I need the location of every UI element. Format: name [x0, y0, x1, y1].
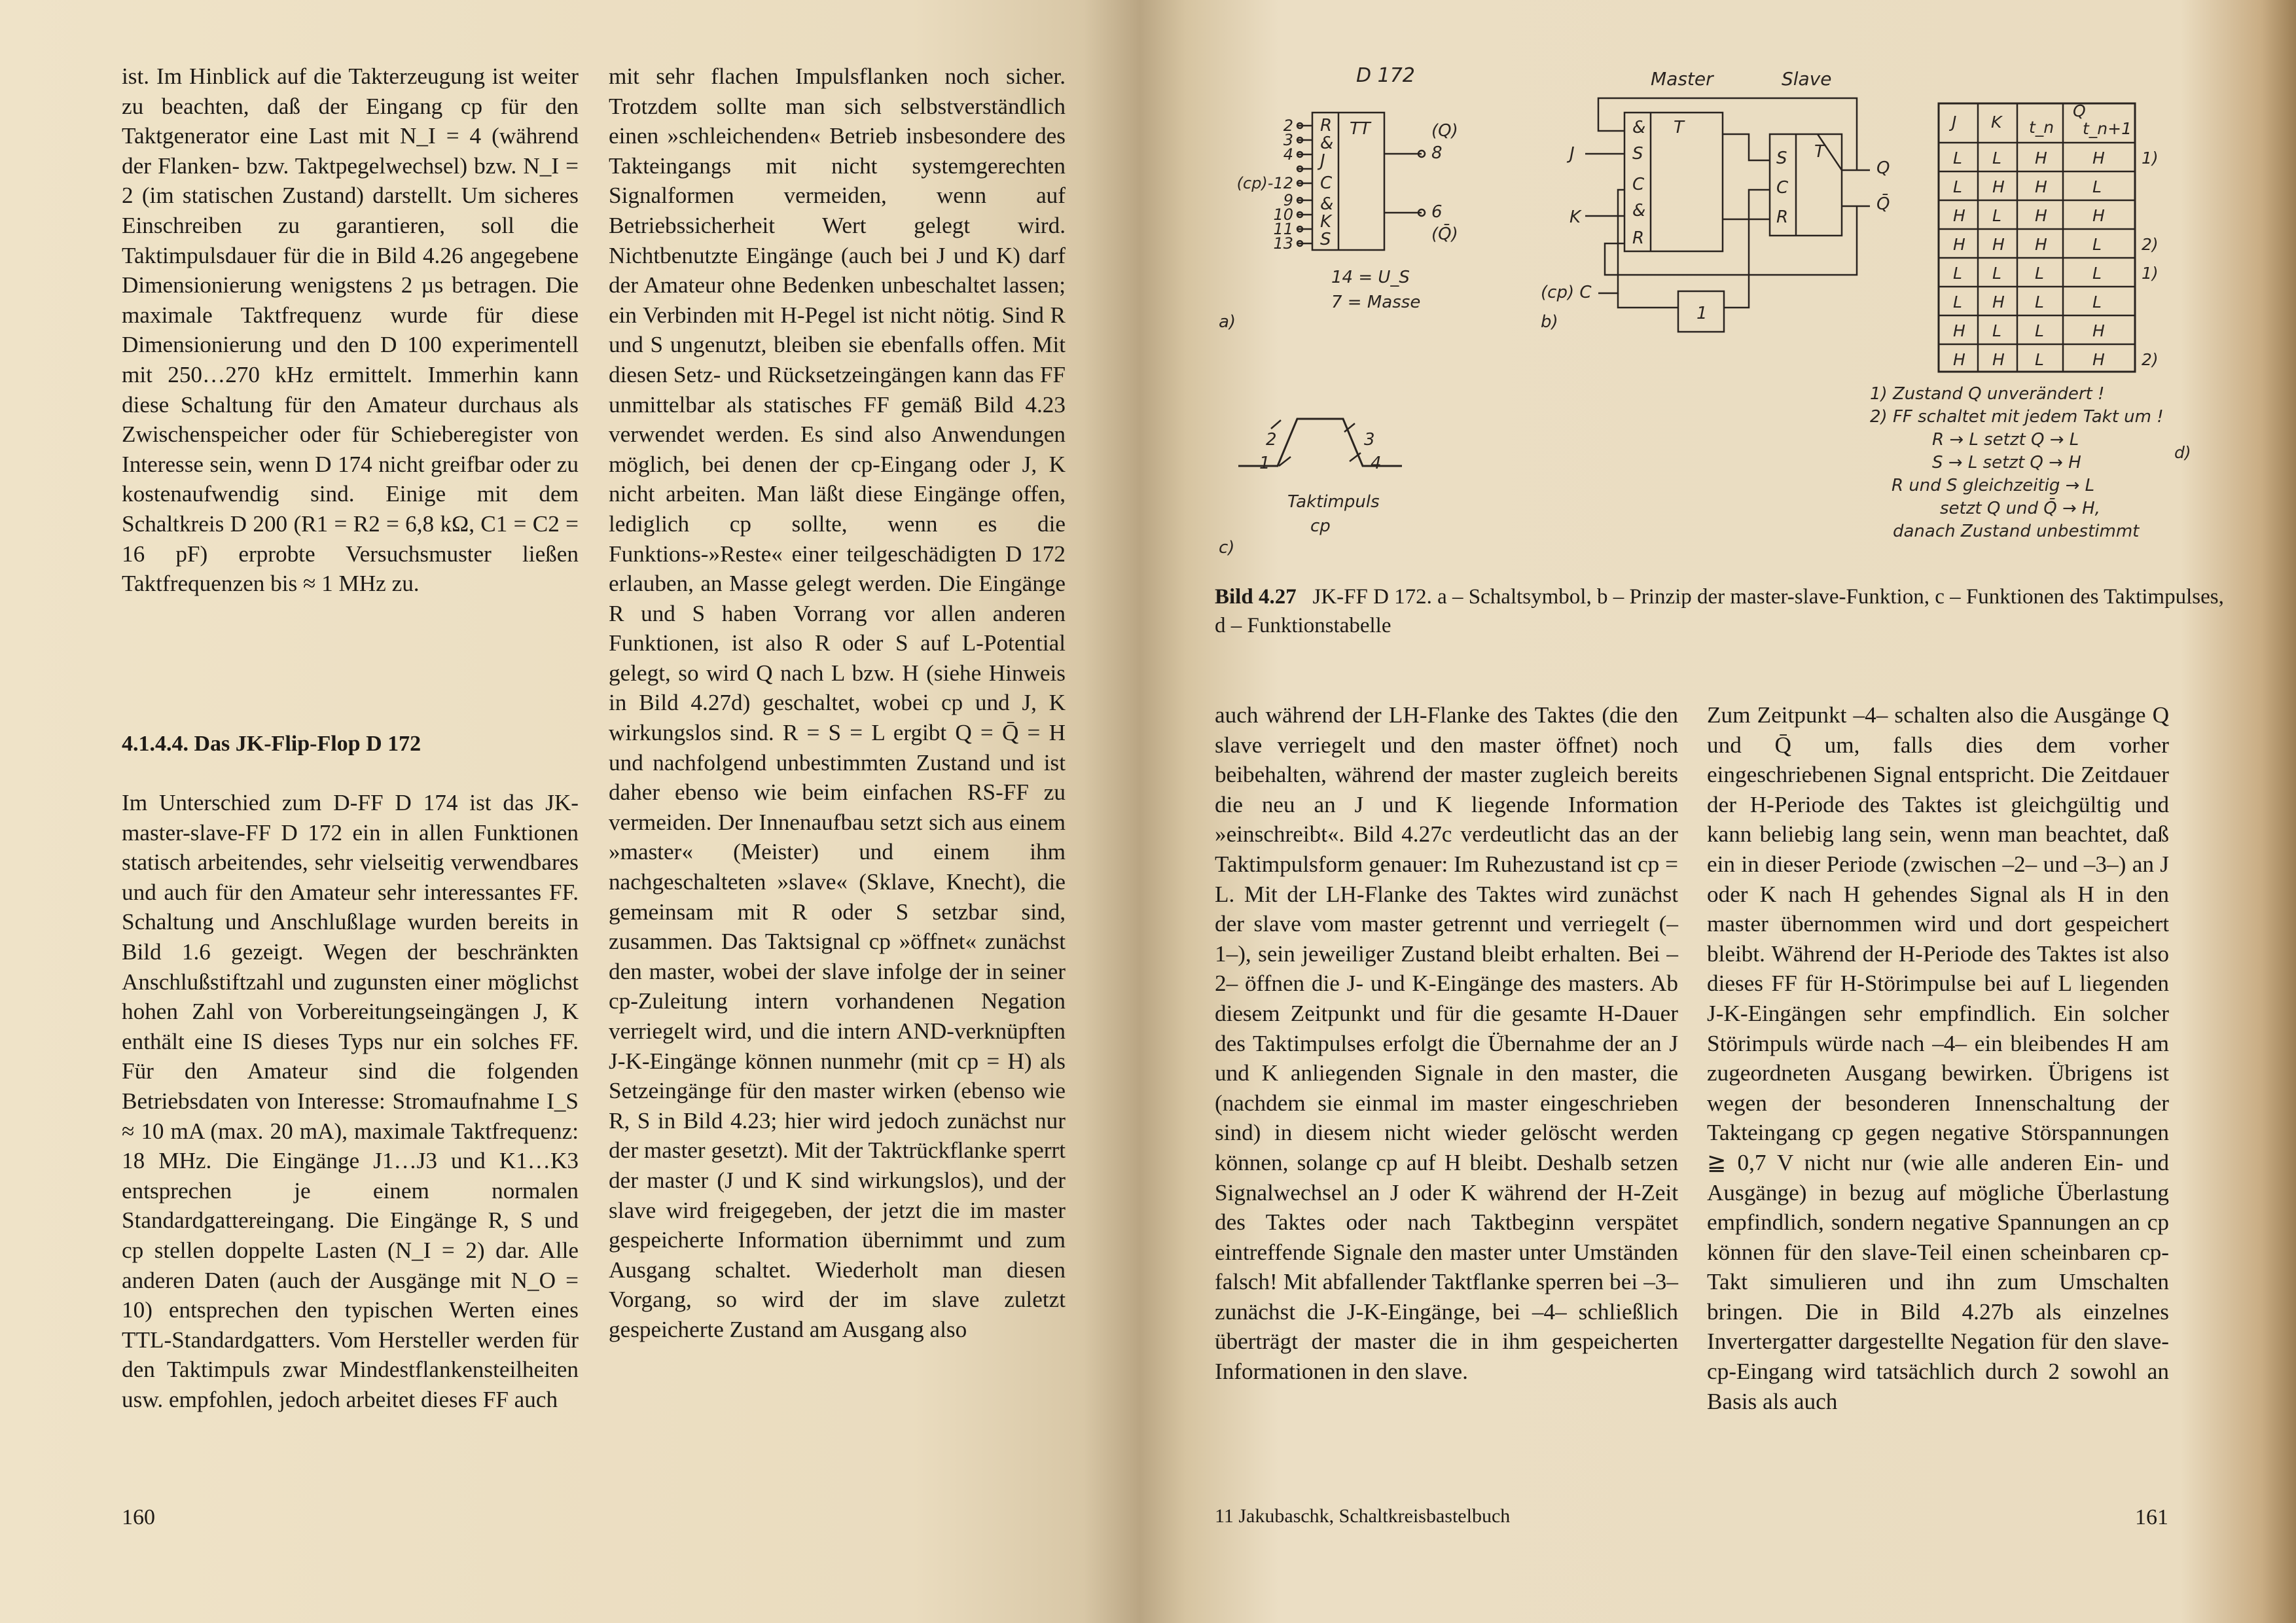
gate-label: & [1320, 134, 1334, 153]
note-line: R und S gleichzeitig → L [1892, 476, 2095, 495]
table-cell: H [1953, 235, 1965, 254]
table-cell: L [2092, 177, 2102, 196]
gate-label: & [1632, 118, 1646, 137]
tt-label: TT [1350, 119, 1371, 139]
paragraph: Zum Zeitpunkt –4– schalten also die Ausgänge Q und Q̄ um, falls dies dem vorher eingeschriebenen Signal entspricht. Die Zeitdauer der H-Periode des Taktes ist gleichgültig und kann beliebig lang sein, wenn man beachtet, daß ein in dieser Periode (zwischen –2– und –3–) an J oder K nach H gehendes Signal als H in den master übernommen wird und dort gespeichert bleibt. Während der H-Periode des Taktes ist also dieses FF für H-Störimpulse bei auf L liegenden J-K-Eingängen sehr empfindlich. Ein solcher Störimpuls würde nach –4– ein bleibendes H am zugeordneten Ausgang bewirken. Übrigens ist wegen der besonderen Innenschaltung der Takteingang cp gegen negative Störspannungen ≧ 0,7 V nicht nur (wie alle anderen Ein- und Ausgänge) in bezug auf mögliche Überlastung empfindlich, sondern negative Spannungen an cp können für den slave-Teil einen scheinbaren cp-Takt simulieren und ihn zum Umschalten bringen. Die in Bild 4.27b als einzelnes Invertergatter dargestellte Negation für den slave-cp-Eingang wird tatsächlich durch 2 sowohl an Basis als auch [1707, 702, 2169, 1414]
table-cell: H [2092, 206, 2105, 225]
gate-label: R [1320, 116, 1333, 135]
output-label: (Q) [1431, 121, 1458, 141]
pin-number: 11 [1273, 220, 1293, 238]
table-cell: L [1992, 264, 2001, 283]
output-q: Q [1876, 158, 1890, 178]
pin-number: 9 [1283, 191, 1293, 209]
table-cell: L [1953, 177, 1962, 196]
pin-number: 3 [1283, 131, 1293, 149]
table-cell: L [1992, 321, 2001, 340]
gate-label: C [1320, 173, 1333, 193]
table-note-ref: 2) [2142, 350, 2159, 369]
pin-number: 2 [1283, 116, 1293, 135]
table-cell: L [1953, 293, 1962, 312]
table-cell: H [2092, 321, 2105, 340]
table-cell: H [2035, 206, 2047, 225]
note-line: 1) Zustand Q unverändert ! [1870, 384, 2105, 404]
note-line: 2) FF schaltet mit jedem Takt um ! [1870, 407, 2164, 427]
table-body [1953, 149, 2159, 369]
right-column-2 [1707, 700, 2169, 1416]
inverter-label: 1 [1696, 304, 1708, 323]
gate-label: S [1776, 149, 1787, 168]
table-header: J [1952, 113, 1957, 132]
pin-number: 4 [1283, 145, 1293, 164]
page-number-left: 160 [122, 1505, 155, 1529]
pin-number: 10 [1273, 205, 1293, 224]
caption-text: JK-FF D 172. a – Schaltsymbol, b – Prinzip der master-slave-Funktion, c – Funktionen des Taktimpulses, d – Funktionstabelle [1215, 585, 2224, 637]
gate-label: & [1632, 201, 1646, 221]
clock-pulse-diagram-c [1219, 419, 1402, 558]
table-cell: L [2092, 293, 2102, 312]
power-label: 14 = U_S [1331, 268, 1410, 287]
table-cell: H [1992, 350, 2005, 369]
gate-label: C [1632, 175, 1645, 194]
table-cell: H [1992, 177, 2005, 196]
fig-a-title: D 172 [1356, 64, 1415, 87]
pin-number: (cp)-12 [1236, 174, 1293, 192]
caption-label: Bild 4.27 [1215, 585, 1297, 609]
edge-number: 4 [1371, 454, 1382, 473]
ground-label: 7 = Masse [1331, 293, 1421, 312]
pin-number: 13 [1273, 234, 1293, 253]
table-cell: H [2035, 177, 2047, 196]
left-column-2 [609, 62, 1066, 1345]
gate-label: K [1320, 212, 1332, 232]
table-note-ref: 1) [2142, 264, 2159, 283]
output-label: 8 [1431, 143, 1443, 163]
table-cell: H [1992, 293, 2005, 312]
table-cell: L [2035, 350, 2044, 369]
clock-title: Taktimpuls [1287, 492, 1380, 512]
input-j: J [1570, 144, 1575, 164]
subfigure-label-d: d) [2174, 443, 2191, 462]
left-page [0, 0, 1140, 1623]
table-cell: H [1953, 321, 1965, 340]
table-note-ref: 1) [2142, 149, 2159, 168]
paragraph: mit sehr flachen Impulsflanken noch sicher. Trotzdem sollte man sich selbstverständlich einen »schleichenden« Betrieb insbesondere des Takteingangs mit nicht systemgerechten Signalformen vermeiden, wenn auf Betriebssicherheit Wert gelegt wird. Nichtbenutzte Eingänge (auch bei J und K) darf der Amateur ohne Bedenken unbeschaltet lassen; ein Verbinden mit H-Pegel ist nicht nötig. Sind R und S ungenutzt, bleiben sie ebenfalls offen. Mit diesen Setz- und Rücksetzeingängen kann das FF unmittelbar als statisches FF gemäß Bild 4.23 verwendet werden. Es sind also Anwendungen möglich, bei denen der cp-Eingang oder J, K nicht arbeiten. Man läßt diese Eingänge offen, lediglich cp sollte, wenn es die Funktions-»Reste« einer teilgeschädigten D 172 erlauben, an Masse gelegt werden. Die Eingänge R und S haben Vorrang vor allen anderen Funktionen, ist also R oder S auf L-Potential gelegt, so wird Q nach L bzw. H (siehe Hinweis in Bild 4.27d) geschaltet, wobei cp und J, K wirkungslos sind. R = S = L ergibt Q = Q̄ = H und nachfolgend unbestimmten Zustand und ist daher ebenso wie beim einfachen RS-FF zu vermeiden. Der Innenaufbau setzt sich aus einem »master« (Meister) und einem ihm nachgeschalteten »slave« (Sklave, Knecht), die gemeinsam mit R oder S setzbar sind, zusammen. Das Taktsignal cp »öffnet« zunächst den master, wobei der slave infolge der in seiner cp-Zuleitung intern vorhandenen Negation verriegelt wird, und die intern AND-verknüpften J-K-Eingänge können nunmehr (mit cp = H) als Setzeingänge für den master wirken (ebenso wie R, S in Bild 4.23; hier wird jedoch zunächst nur der master gesetzt). Mit der Taktrückflanke sperrt der master (J und K sind wirkungslos), und der slave wird freigegeben, der jetzt die im master gespeicherte Information übernimmt und zum Ausgang schaltet. Wiederholt man diesen Vorgang, so wird der im slave zuletzt gespeicherte Zustand am Ausgang also [609, 63, 1066, 1342]
right-column-1 [1215, 700, 1678, 1387]
table-header: Q [2073, 101, 2086, 120]
table-cell: H [1992, 235, 2005, 254]
master-label: Master [1651, 68, 1713, 90]
input-cp: (cp) C [1541, 283, 1592, 302]
table-cell: H [2092, 350, 2105, 369]
note-line: R → L setzt Q → L [1932, 430, 2079, 450]
paragraph: auch während der LH-Flanke des Taktes (die den slave verriegelt und den master öffnet) noch beibehalten, während der master zugleich bereits die neu an J und K liegende Information »einschreibt«. Bild 4.27c verdeutlicht das an der Taktimpulsform genauer: Im Ruhezustand ist cp = L. Mit der LH-Flanke des Taktes wird zunächst der slave vom master getrennt und verriegelt (–1–), sein jeweiliger Zustand bleibt erhalten. Bei –2– öffnen die J- und K-Eingänge des masters. Ab diesem Zeitpunkt und für die gesamte H-Dauer des Taktimpulses erfolgt die Übernahme der an J und K anliegenden Signale in den master, die (nachdem sie einmal im master eingeschrieben sind) in diesem nicht wieder gelöscht werden können, solange cp auf H bleibt. Deshalb setzen Signalwechsel an J oder K während der H-Zeit des Taktes oder nach Taktbeginn verspätet eintreffende Signale den master unter Umständen falsch! Mit abfallender Taktflanke sperren bei –3– zunächst die J-K-Eingänge, bei –4– schließlich überträgt der master die in ihm gespeicherten Informationen in den slave. [1215, 702, 1678, 1385]
gate-label: & [1320, 194, 1334, 214]
table-cell: L [1992, 206, 2001, 225]
table-header: t_n [2029, 118, 2054, 137]
output-label: (Q̄) [1431, 224, 1458, 244]
table-cell: L [2035, 321, 2044, 340]
slave-label: Slave [1782, 68, 1832, 90]
left-column-1-top [122, 62, 579, 599]
gate-label: R [1776, 207, 1789, 227]
table-cell: L [1953, 264, 1962, 283]
subfigure-label-b: b) [1541, 312, 1558, 332]
table-cell: H [2035, 235, 2047, 254]
edge-number: 2 [1266, 430, 1277, 450]
table-cell: H [2092, 149, 2105, 168]
table-header: t_n+1 [2083, 119, 2132, 138]
page-number-right: 161 [2135, 1505, 2168, 1529]
note-line: danach Zustand unbestimmt [1893, 522, 2140, 541]
subfigure-label-a: a) [1219, 312, 1236, 332]
left-column-1-bottom [122, 788, 579, 1414]
right-page [1140, 0, 2296, 1623]
edge-number: 3 [1364, 430, 1375, 450]
gate-label: T [1674, 118, 1684, 137]
table-cell: L [2035, 293, 2044, 312]
output-q-bar: Q̄ [1876, 194, 1890, 214]
table-cell: L [2092, 264, 2102, 283]
gate-label: R [1632, 228, 1645, 248]
table-cell: H [1953, 206, 1965, 225]
clock-title-cp: cp [1310, 516, 1331, 536]
table-header: K [1991, 113, 2002, 132]
gate-label: S [1320, 230, 1331, 249]
paragraph: Im Unterschied zum D-FF D 174 ist das JK-master-slave-FF D 172 ein in allen Funktionen statisch arbeitendes, sehr vielseitig verwendbares und auch für den Amateur sehr interessantes FF. Schaltung und Anschlußlage wurden bereits in Bild 1.6 gezeigt. Wegen der beschränkten Anschlußstiftzahl und zugunsten einer möglichst hohen Zahl von Vorbereitungseingängen J, K enthält eine IS dieses Typs nur ein solches FF. Für den Amateur sind die folgenden Betriebsdaten von Interesse: Stromaufnahme I_S ≈ 10 mA (max. 20 mA), maximale Taktfrequenz: 18 MHz. Die Eingänge J1…J3 und K1…K3 entsprechen je einem normalen Standardgattereingang. Die Eingänge R, S und cp stellen doppelte Lasten (N_I = 2) dar. Alle anderen Daten (auch der Ausgänge mit N_O = 10) entsprechen den typischen Werten eines TTL-Standardgatters. Vom Hersteller werden für den Taktimpuls zwar Mindestflankensteilheiten usw. empfohlen, jedoch arbeitet dieses FF auch [122, 790, 579, 1412]
figure-4-27 [1140, 0, 2296, 576]
table-cell: L [1992, 149, 2001, 168]
note-line: setzt Q und Q̄ → H, [1940, 499, 2100, 518]
gate-label: C [1776, 178, 1789, 198]
table-cell: H [2035, 149, 2047, 168]
paragraph: ist. Im Hinblick auf die Takterzeugung ist weiter zu beachten, daß der Eingang cp für den Taktgenerator eine Last mit N_I = 4 (während der Flanken- bzw. Taktpegelwechsel) bzw. N_I = 2 (im statischen Zustand) darstellt. Um sicheres Einschreiben zu garantieren, soll die Taktimpulsdauer für die in Bild 4.26 angegebene Dimensionierung wenigstens 2 µs betragen. Die maximale Taktfrequenz wurde für diese Dimensionierung und den D 100 experimentell mit 250…270 kHz ermittelt. Immerhin kann diese Schaltung für den Amateur durchaus als Zwischenspeicher oder für Schieberegister von Interesse sein, wenn D 174 nicht greifbar oder zu kostenaufwendig sind. Einige mit dem Schaltkreis D 200 (R1 = R2 = 6,8 kΩ, C1 = C2 = 16 pF) erprobte Versuchsmuster ließen Taktfrequenzen bis ≈ 1 MHz zu. [122, 63, 579, 597]
gate-label: T [1814, 142, 1825, 162]
edge-number: 1 [1259, 454, 1270, 473]
gate-label: J [1320, 151, 1325, 171]
output-label: 6 [1431, 202, 1443, 222]
page-footer: 11 Jakubaschk, Schaltkreisbastelbuch [1215, 1505, 1511, 1527]
table-cell: L [1953, 149, 1962, 168]
master-slave-diagram-b [1541, 68, 1890, 332]
table-note-ref: 2) [2142, 235, 2159, 254]
note-line: S → L setzt Q → H [1932, 453, 2081, 473]
figure-caption [1215, 582, 2236, 640]
subfigure-label-c: c) [1219, 538, 1235, 558]
schematic-symbol-a [1219, 64, 1458, 332]
table-cell: H [1953, 350, 1965, 369]
table-cell: L [2092, 235, 2102, 254]
function-notes [1870, 384, 2164, 541]
gate-label: S [1632, 144, 1643, 164]
section-heading: 4.1.4.4. Das JK-Flip-Flop D 172 [122, 732, 422, 756]
input-k: K [1570, 207, 1581, 227]
table-cell: L [2035, 264, 2044, 283]
